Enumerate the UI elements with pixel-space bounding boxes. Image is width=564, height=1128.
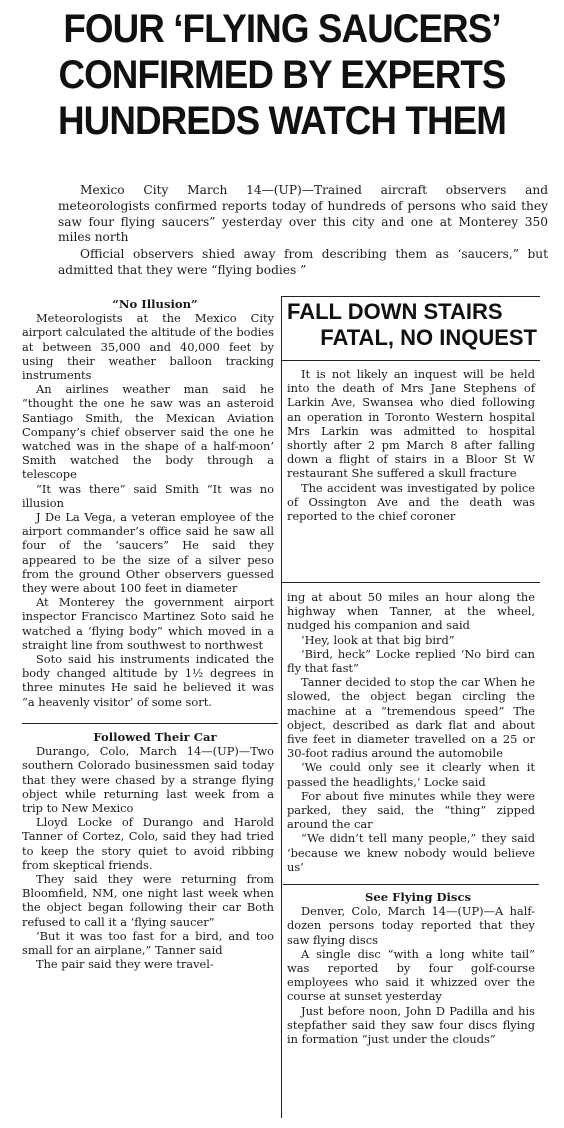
intro-paragraph: Official observers shied away from describing them as ‘saucers,” but admitted that they were “flying bodies ” [58, 247, 548, 277]
body-paragraph: “It was there” said Smith “It was no illusion [22, 481, 274, 510]
section-divider [22, 709, 278, 724]
subhead-no-illusion: “No Illusion” [112, 297, 198, 311]
box-headline-line-2: FATAL, NO INQUEST [320, 325, 537, 350]
story-intro [58, 183, 548, 280]
body-paragraph: J De La Vega, a veteran employee of the airport commander’s office said he saw all four of the ‘saucers” He said they appeared to be the size of a silver peso from the ground Other observers guessed they were about 100 feet in diameter [22, 510, 274, 596]
headline-line-1: FOUR ‘FLYING SAUCERS’ [63, 7, 501, 51]
subhead-followed-their-car: Followed Their Car [93, 729, 217, 744]
body-paragraph: Lloyd Locke of Durango and Harold Tanner of Cortez, Colo, said they had tried to keep the story quiet to avoid ribbing from skeptical friends. [22, 815, 274, 872]
section-divider [283, 874, 539, 885]
headline-line-2: CONFIRMED BY EXPERTS [58, 53, 506, 97]
headline-line-3: HUNDREDS WATCH THEM [58, 99, 506, 143]
body-paragraph: ‘Hey, look at that big bird” [301, 632, 455, 647]
column-divider [281, 296, 282, 1118]
headline [23, 6, 542, 144]
box-headline [287, 299, 537, 351]
body-paragraph: Just before noon, John D Padilla and his stepfather said they saw four discs flying in formation “just under the clouds” [287, 1003, 535, 1047]
body-paragraph: ‘We could only see it clearly when it passed the headlights,’ Locke said [287, 760, 535, 789]
body-paragraph: Meteorologists at the Mexico City airport calculated the altitude of the bodies at between 35,000 and 40,000 feet by using their weather balloon tracking instruments [22, 311, 275, 383]
body-paragraph: An airlines weather man said he “thought the one he saw was an asteroid Santiago Smith, the Mexican Aviation Company’s chief observer said the one he watched was in the shape of a half-moon’ Smith watched the body through a telescope [22, 382, 274, 482]
box-headline-rule [282, 360, 540, 361]
body-paragraph: For about five minutes while they were parked, they said, the “thing” zipped around the car [287, 788, 535, 832]
body-paragraph: Soto said his instruments indicated the body changed altitude by 1½ degrees in three minutes He said he believed it was “a heavenly visitor’ of some sort. [22, 652, 274, 709]
body-paragraph: “We didn’t tell many people,” they said ‘because we knew nobody would believe us’ [287, 831, 535, 874]
column-right [287, 590, 535, 1046]
subhead-see-flying-discs: See Flying Discs [364, 890, 472, 905]
body-paragraph: At Monterey the government airport inspector Francisco Martinez Soto said he watched a ‘flying body” which moved in a straight line from southwest to northwest [22, 595, 274, 652]
body-paragraph: The pair said they were travel- [36, 957, 214, 972]
box-headline-line-1: FALL DOWN STAIRS [287, 299, 503, 324]
body-paragraph: They said they were returning from Bloomfield, NM, one night last week when the object began following their car Both refused to call it a ‘flying saucer” [22, 871, 274, 929]
body-paragraph: ing at about 50 miles an hour along the highway when Tanner, at the wheel, nudged his companion and said [287, 590, 535, 633]
box-top-rule [282, 296, 540, 297]
body-paragraph: ‘But it was too fast for a bird, and too small for an airplane,” Tanner said [22, 928, 274, 957]
body-paragraph: The accident was investigated by police of Ossington Ave and the death was reported to the chief coroner [287, 480, 535, 524]
body-paragraph: Tanner decided to stop the car When he slowed, the object began circling the machine at a “tremendous speed” The object, described as dark flat and about five feet in diameter travelled on a 25 or 30-foot radius around the automobile [287, 675, 535, 761]
body-paragraph: ‘Bird, heck” Locke replied ‘No bird can fly that fast” [287, 646, 535, 676]
column-left [22, 297, 274, 971]
body-paragraph: Durango, Colo, March 14—(UP)—Two southern Colorado businessmen said today that they were chased by a strange flying object while returning last week from a trip to New Mexico [22, 744, 274, 815]
body-paragraph: It is not likely an inquest will be held into the death of Mrs Jane Stephens of Larkin Ave, Swansea who died following an operation in Toronto Western hospital Mrs Larkin was admitted to hospital shortly after 2 pm March 8 after falling down a flight of stairs in a Bloor St W restaurant She suffered a skull fracture [287, 367, 535, 481]
box-bottom-rule [282, 582, 540, 583]
body-paragraph: Denver, Colo, March 14—(UP)—A half-dozen persons today reported that they saw flying discs [287, 904, 535, 947]
intro-paragraph: Mexico City March 14—(UP)—Trained aircraft observers and meteorologists confirmed reports today of hundreds of persons who said they saw four flying saucers” yesterday over this city and one at Monterey 350 miles north [58, 183, 548, 245]
body-paragraph: A single disc “with a long white tail” was reported by four golf-course employees who said it whizzed over the course at sunset yesterday [287, 946, 535, 1004]
box-story [287, 367, 535, 523]
